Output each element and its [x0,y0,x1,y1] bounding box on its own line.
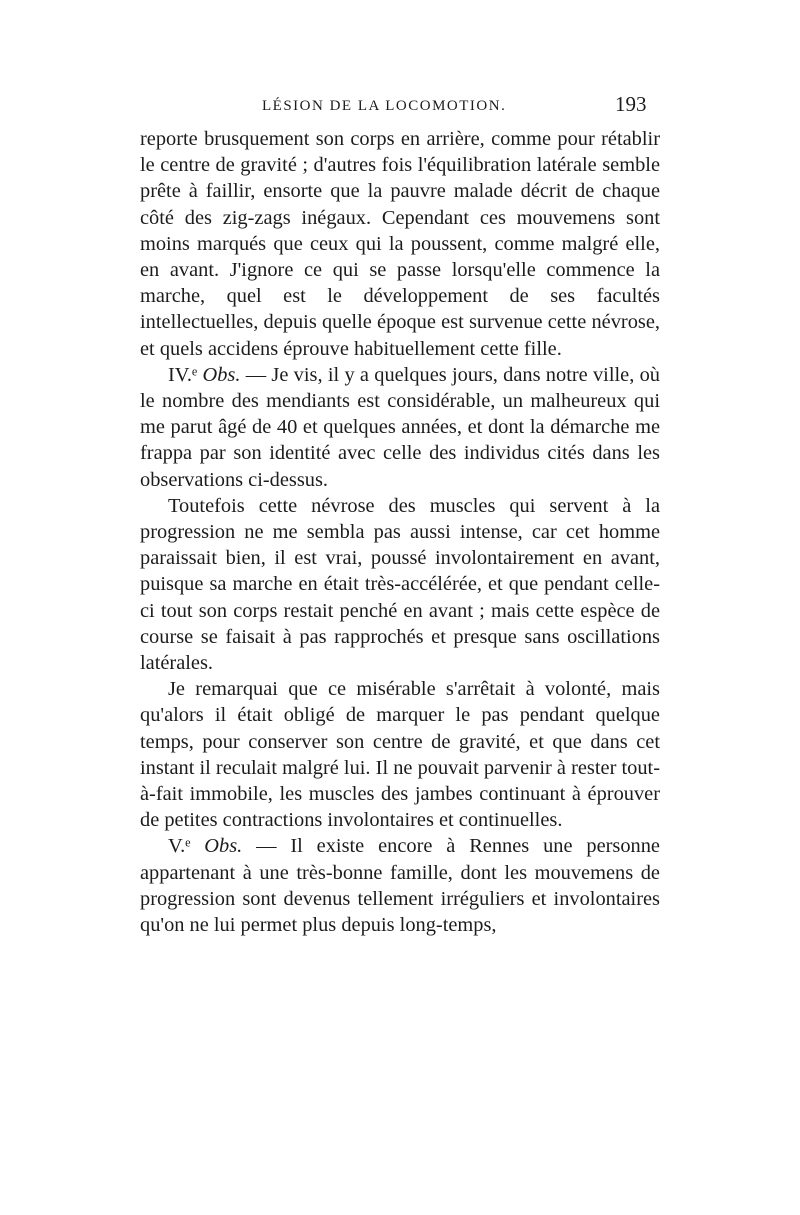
paragraph-text: — Il existe encore à Rennes une personne appartenant à une très-bonne famille, dont les mouvemens de progression sont devenus tellement irréguliers et involontaires qu'on ne lui permet plus depuis long-temps, [140,835,660,937]
observation-number: V.ᵉ [168,835,191,858]
page-number: 193 [615,92,647,116]
paragraph-text: — Je vis, il y a quelques jours, dans notre ville, où le nombre des mendiants est considérable, un malheureux qui me parut âgé de 40 et quelques années, et dont la démarche me frappa par son identité avec celle des individus cités dans les observations ci-dessus. [140,363,660,491]
paragraph-text: reporte brusquement son corps en arrière, comme pour rétablir le centre de gravité ; d'autres fois l'équilibration latérale semble prête à faillir, ensorte que la pauvre malade décrit de chaque côté des zig-zags inégaux. Cependant ces mouvemens sont moins marqués que ceux qui la poussent, comme malgré elle, en avant. J'ignore ce qui se passe lorsqu'elle commence la marche, quel est le développement de ses facultés intellectuelles, depuis quelle époque est survenue cette névrose, et quels accidens éprouve habituellement cette fille. [140,128,660,360]
running-title: LÉSION DE LA LOCOMOTION. [262,98,507,114]
observation-abbreviation: Obs. [202,363,241,386]
observation-number: IV.ᵉ [168,363,198,386]
observation-abbreviation: Obs. [204,835,243,858]
paragraph-text: Je remarquai que ce misérable s'arrêtait à volonté, mais qu'alors il était obligé de marquer le pas pendant quelque temps, pour conserver son centre de gravité, et que dans cet instant il reculait malgré lui. Il ne pouvait parvenir à rester tout-à-fait immobile, les muscles des jambes continuant à éprouver de petites contractions involontaires et continuelles. [140,678,660,832]
paragraph-observation-iv [140,362,660,493]
paragraph-toutefois [140,493,660,676]
paragraph-observation-v [140,833,660,938]
body-text [140,126,660,938]
paragraph-je-remarquai [140,676,660,833]
paragraph-text: Toutefois cette névrose des muscles qui servent à la progression ne me sembla pas aussi intense, car cet homme paraissait bien, il est vrai, poussé involontairement en avant, puisque sa marche en était très-accélérée, et que pendant celle-ci tout son corps restait penché en avant ; mais cette espèce de course se faisait à pas rapprochés et presque sans oscillations latérales. [140,494,660,675]
paragraph-continuation [140,126,660,362]
